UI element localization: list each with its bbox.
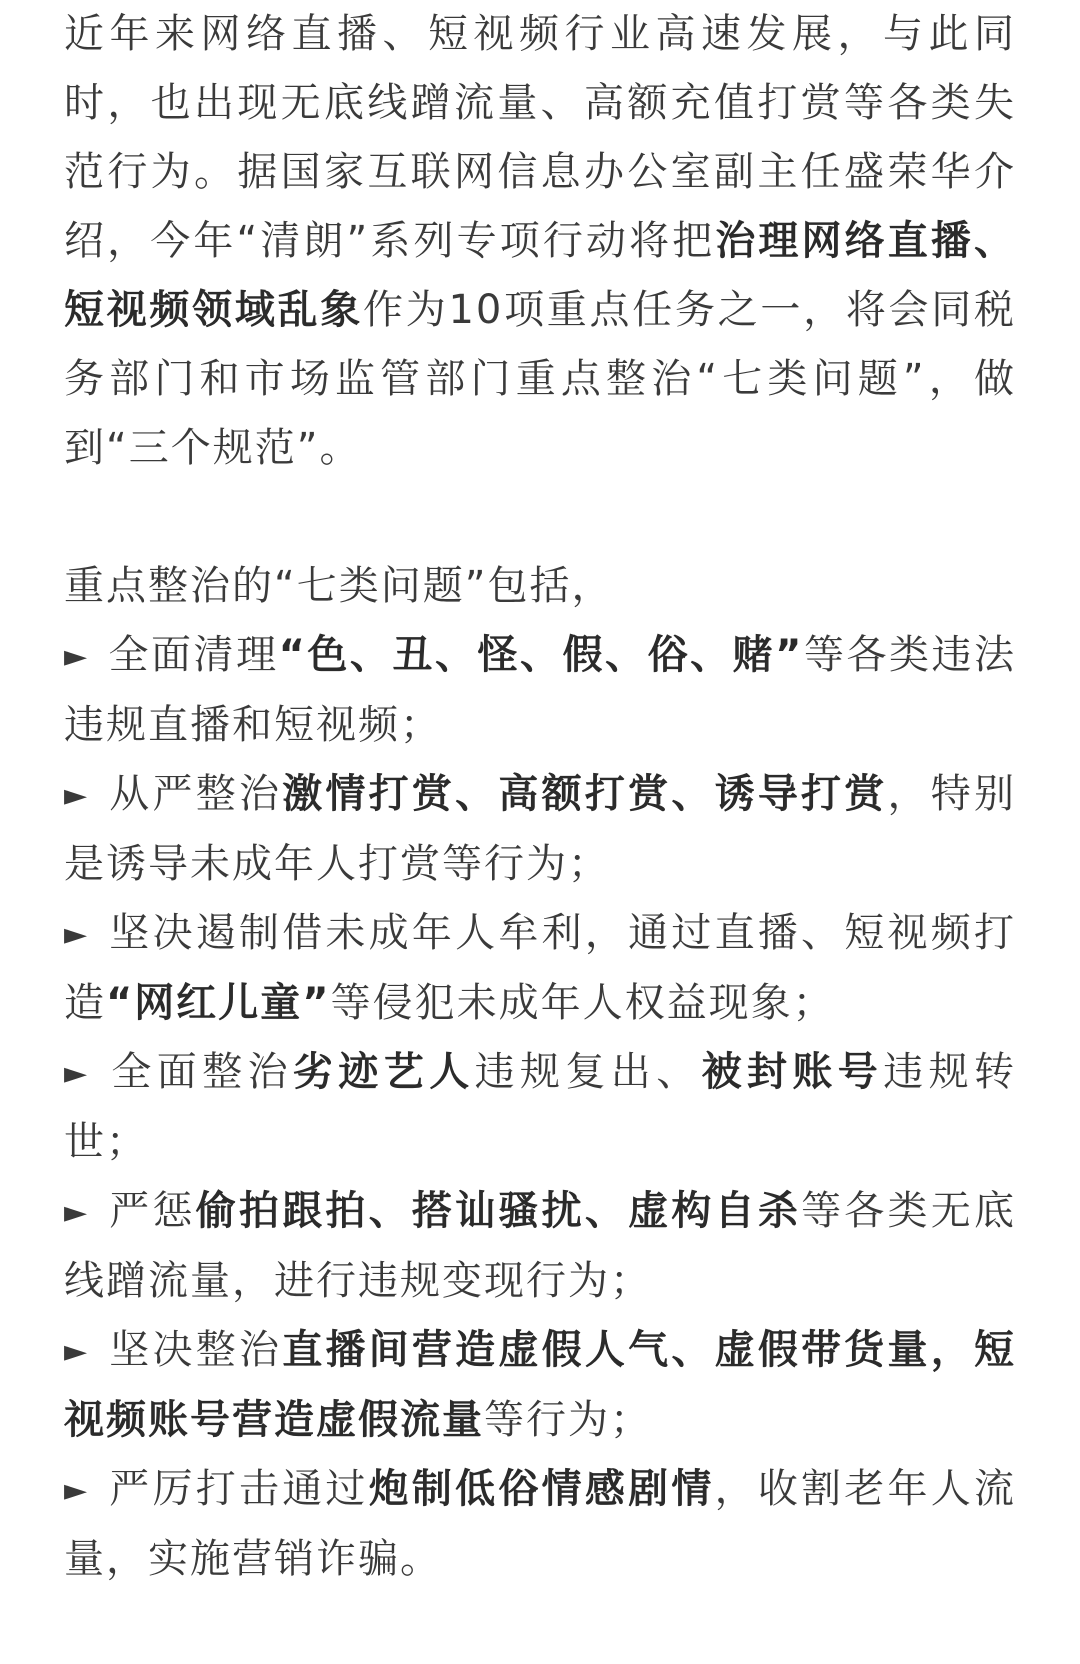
intro-text: 作为10项重点任务之一，将会同税务部门和市场监管部门重点整治“七类问题”，做到“三个规范”。 (64, 287, 1016, 471)
list-item (64, 1038, 1016, 1177)
triangle-bullet-icon: ► (64, 1473, 90, 1508)
list-item (64, 1316, 1016, 1455)
list-item (64, 760, 1016, 899)
item-text: 全面整治 (108, 1049, 293, 1095)
article-body (64, 0, 1016, 1594)
triangle-bullet-icon: ► (64, 917, 90, 952)
item-bold-text: “网红儿童” (106, 980, 331, 1026)
item-text: 违规复出、 (474, 1049, 702, 1095)
item-bold-text: 炮制低俗情感剧情 (368, 1466, 715, 1512)
lead-paragraph: 重点整治的“七类问题”包括， (64, 563, 614, 609)
item-bold-text: 激情打赏、高额打赏、诱导打赏 (282, 771, 888, 817)
item-text: 违规转世； (64, 1049, 1017, 1165)
item-bold-text: “色、丑、怪、假、俗、赌” (278, 632, 804, 678)
item-text: ，收割老年人流量，实施营销诈骗。 (64, 1466, 1017, 1582)
triangle-bullet-icon: ► (64, 1334, 90, 1369)
triangle-bullet-icon: ► (64, 639, 90, 674)
item-text: 从严整治 (108, 771, 283, 817)
item-bold-text: 直播间营造虚假人气、虚假带货量，短视频账号营造虚假流量 (64, 1327, 1017, 1443)
list-item (64, 899, 1016, 1038)
intro-paragraph (64, 0, 1016, 483)
list-item (64, 1455, 1016, 1594)
item-bold-text: 偷拍跟拍、搭讪骚扰、虚构自杀 (195, 1188, 802, 1234)
list-item (64, 621, 1016, 760)
item-text: 严厉打击通过 (108, 1466, 369, 1512)
item-text: 等侵犯未成年人权益现象； (330, 980, 835, 1026)
intro-bold-text: 治理网络直播、短视频领域乱象 (64, 218, 1017, 333)
item-text: 等各类违法违规直播和短视频； (64, 632, 1017, 748)
triangle-bullet-icon: ► (64, 1056, 90, 1091)
list-item (64, 1177, 1016, 1316)
issue-list (64, 621, 1016, 1594)
triangle-bullet-icon: ► (64, 778, 90, 813)
item-text: 坚决整治 (108, 1327, 283, 1373)
item-text: 坚决遏制借未成年人牟利，通过直播、短视频打造 (64, 910, 1016, 1026)
item-text: 严惩 (108, 1188, 196, 1234)
item-text: ，特别是诱导未成年人打赏等行为； (64, 771, 1017, 887)
item-text: 等行为； (484, 1397, 652, 1443)
intro-text: 近年来网络直播、短视频行业高速发展，与此同时，也出现无底线蹭流量、高额充值打赏等各类失范行为。据国家互联网信息办公室副主任盛荣华介绍，今年“清朗”系列专项行动将把 (64, 11, 1016, 264)
item-text: 全面清理 (108, 632, 279, 678)
item-bold-text: 劣迹艺人 (293, 1049, 475, 1095)
item-bold-text: 被封账号 (701, 1049, 884, 1095)
item-text: 等各类无底线蹭流量，进行违规变现行为； (64, 1188, 1017, 1304)
triangle-bullet-icon: ► (64, 1195, 90, 1230)
